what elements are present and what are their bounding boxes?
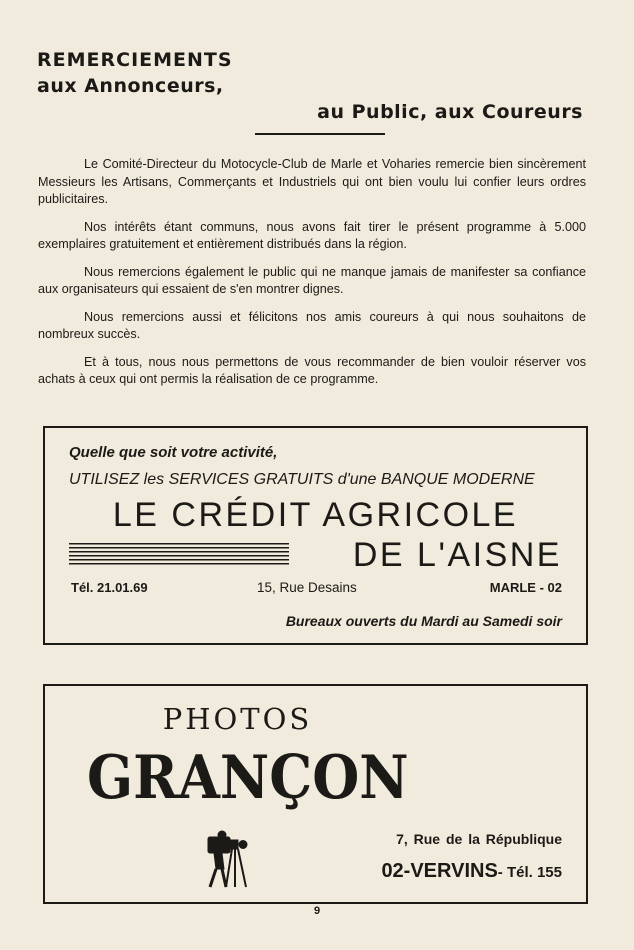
paragraph: Nos intérêts étant communs, nous avons fait tirer le présent programme à 5.000 exemplaires gratuitement et entièrement distribués dans la région.	[38, 219, 586, 251]
bank-hours: Bureaux ouverts du Mardi au Samedi soir	[285, 613, 562, 629]
decorative-stripes	[69, 543, 289, 567]
paragraph: Nous remercions également le public qui ne manque jamais de manifester sa confiance aux organisateurs qui essaient de s'en montrer dignes.	[38, 264, 586, 296]
page-number: 9	[313, 905, 321, 917]
heading-line-1: REMERCIEMENTS	[37, 49, 233, 71]
bank-address: 15, Rue Desains	[257, 580, 357, 595]
ad-tagline: Quelle que soit votre activité,	[69, 444, 278, 461]
shop-address: 7, Rue de la République	[396, 831, 562, 847]
paragraph: Le Comité-Directeur du Motocycle-Club de Marle et Voharies remercie bien sincèrement Messieurs les Artisans, Commerçants et Industriels qui ont bien voulu lui confier leurs ordres publicitaires.	[38, 157, 586, 206]
shop-city-line	[381, 860, 562, 883]
shop-type: PHOTOS	[162, 702, 313, 736]
bank-town: MARLE - 02	[489, 580, 562, 595]
heading-line-3: au Public, aux Coureurs	[317, 101, 583, 123]
paragraph: Nous remercions aussi et félicitons nos amis coureurs à qui nous souhaitons de nombreux succès.	[38, 309, 586, 341]
bank-name: LE CRÉDIT AGRICOLE	[112, 496, 519, 534]
credit-agricole-ad	[43, 426, 588, 645]
photos-grancon-ad	[43, 684, 588, 904]
camera-photographer-icon	[202, 829, 258, 889]
bank-region: DE L'AISNE	[352, 536, 562, 574]
shop-name: GRANÇON	[87, 743, 409, 813]
shop-phone: - Tél. 155	[497, 864, 562, 881]
heading-line-2: aux Annonceurs,	[37, 75, 224, 97]
thanks-text	[38, 156, 586, 399]
bank-phone: Tél. 21.01.69	[71, 580, 148, 595]
ad-slogan: UTILISEZ les SERVICES GRATUITS d'une BANQUE MODERNE	[69, 471, 535, 488]
heading-rule	[255, 133, 385, 135]
paragraph: Et à tous, nous nous permettons de vous recommander de bien vouloir réserver vos achats à ceux qui ont permis la réalisation de ce programme.	[38, 354, 586, 386]
shop-city: 02-VERVINS	[381, 860, 498, 882]
